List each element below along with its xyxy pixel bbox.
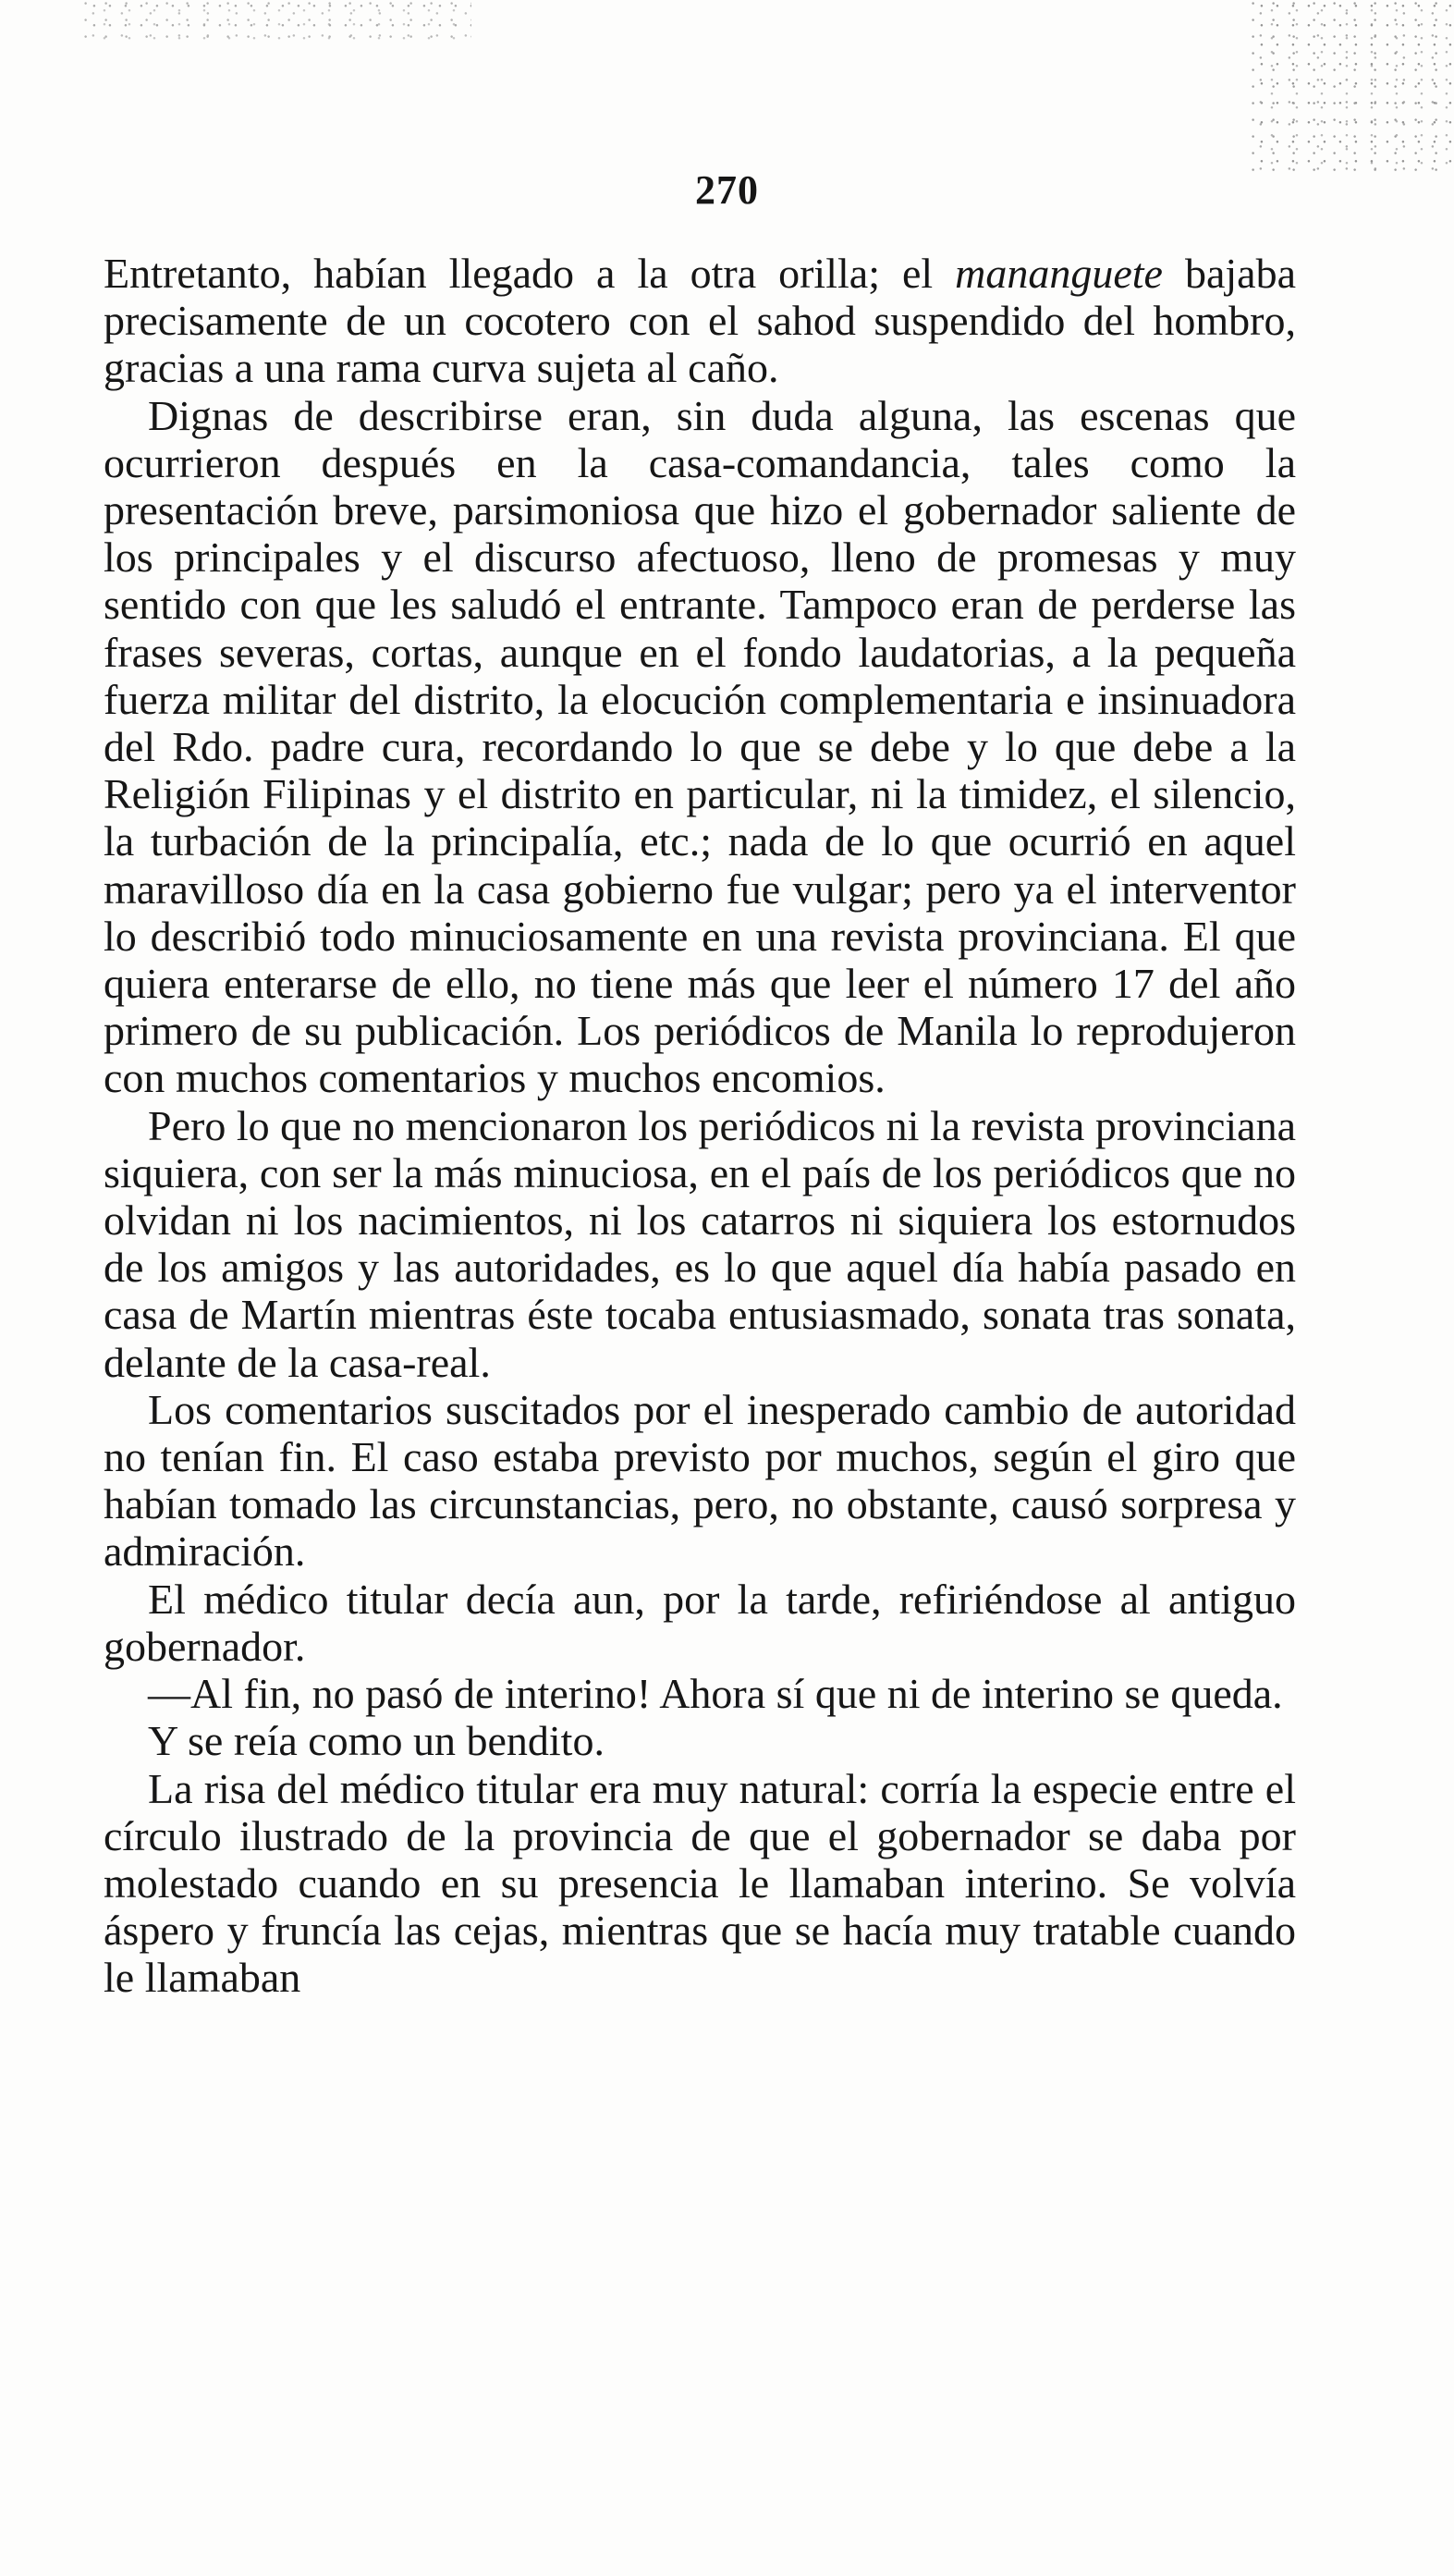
paragraph-text: Los comentarios suscitados por el inesperado cambio de autoridad no tenían fin. El caso estaba previsto por muchos, según el giro que habían tomado las circunstancias, pero, no obstante, causó sorpresa y admiración. — [104, 1385, 1296, 1576]
scan-speckle-top-right — [1251, 0, 1454, 176]
paragraph — [104, 1670, 1296, 1717]
paragraph — [104, 1386, 1296, 1576]
paragraph — [104, 250, 1296, 392]
page-number: 270 — [695, 167, 759, 213]
paragraph-text: Dignas de describirse eran, sin duda alguna, las escenas que ocurrieron después en la casa-comandancia, tales como la presentación breve, parsimoniosa que hizo el gobernador saliente de los principales y el discurso afectuoso, lleno de promesas y muy sentido con que les saludó el entrante. Tampoco eran de perderse las frases severas, cortas, aunque en el fondo laudatorias, a la pequeña fuerza militar del distrito, la elocución complementaria e insinuadora del Rdo. padre cura, recordando lo que se debe y lo que debe a la Religión Filipinas y el distrito en particular, ni la timidez, el silencio, la turbación de la principalía, etc.; nada de lo que ocurrió en aquel maravilloso día en la casa gobierno fue vulgar; pero ya el interventor lo describió todo minuciosamente en una revista provinciana. El que quiera enterarse de ello, no tiene más que leer el número 17 del año primero de su publicación. Los periódicos de Manila lo reprodujeron con muchos comentarios y muchos encomios. — [104, 391, 1296, 1102]
paragraph-text: La risa del médico titular era muy natural: corría la especie entre el círculo ilustrado de la provincia de que el gobernador se daba por molestado cuando en su presencia le llamaban interino. Se volvía áspero y fruncía las cejas, mientras que se hacía muy tratable cuando le llamaban — [104, 1764, 1296, 2002]
paragraph — [104, 1102, 1296, 1386]
paragraph-text: Entretanto, habían llegado a la otra orilla; el — [104, 250, 956, 297]
paragraph — [104, 1717, 1296, 1764]
paragraph-text: Y se reía como un bendito. — [148, 1717, 605, 1765]
italic-term: mananguete — [955, 250, 1163, 297]
paragraph-text: —Al fin, no pasó de interino! Ahora sí que ni de interino se queda. — [148, 1670, 1283, 1718]
paragraph — [104, 392, 1296, 1102]
scan-speckle-top-left — [83, 0, 471, 42]
paragraph-text: Pero lo que no mencionaron los periódicos ni la revista provinciana siquiera, con ser la más minuciosa, en el país de los periódicos que no olvidan ni los nacimientos, ni los catarros ni siquiera los estornudos de los amigos y las autoridades, es lo que aquel día había pasado en casa de Martín mientras éste tocaba entusiasmado, sonata tras sonata, delante de la casa-real. — [104, 1101, 1296, 1386]
paragraph-text: bajaba precisamente de un cocotero con el sahod suspendido del hombro, gracias a una rama curva sujeta al caño. — [104, 250, 1296, 392]
paragraph — [104, 1576, 1296, 1670]
paragraph-text: El médico titular decía aun, por la tarde, refiriéndose al antiguo gobernador. — [104, 1575, 1296, 1670]
paragraph — [104, 1765, 1296, 2002]
body-text — [104, 250, 1296, 2002]
